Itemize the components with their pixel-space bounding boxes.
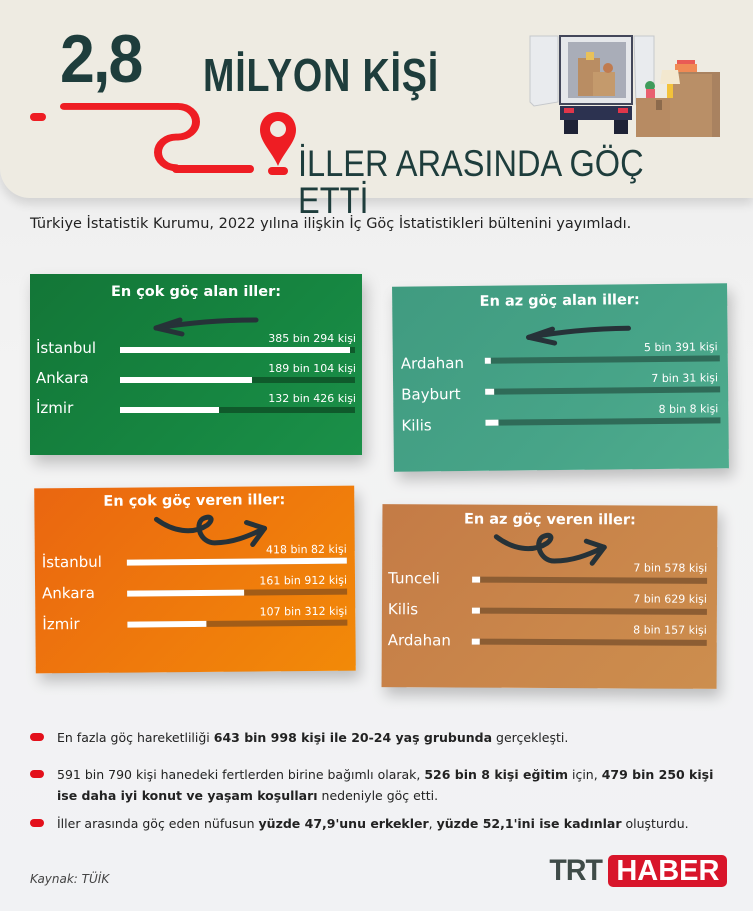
card-most-received-provinces [30,274,362,455]
migration-value: 107 bin 312 kişi [259,604,348,619]
province-name: İstanbul [36,339,97,357]
card-title: En çok göç veren iller: [103,492,286,510]
bar-row [393,371,728,406]
migration-value: 132 bin 426 kişi [268,392,356,405]
migration-value: 5 bin 391 kişi [643,340,718,355]
bar-row [30,360,362,388]
logo-haber-text: HABER [608,855,727,887]
migration-value: 418 bin 82 kişi [265,542,347,557]
migration-value: 8 bin 8 kişi [658,402,719,416]
bar-row [393,340,728,375]
intro-paragraph: Türkiye İstatistik Kurumu, 2022 yılına ilişkin İç Göç İstatistikleri bültenini yayımladı. [30,216,632,232]
bullet-icon [30,819,44,827]
headline-subtitle: İLLER ARASINDA GÖÇ ETTİ [298,143,644,221]
headline-number: 2,8 [60,21,142,97]
province-name: Kilis [401,416,432,435]
province-name: Ankara [36,369,89,387]
bar-fill [485,389,494,395]
bar-track [472,639,707,646]
province-name: Ardahan [400,354,465,373]
bullet-icon [30,733,44,741]
bar-track [127,620,347,628]
bar-row [35,574,355,605]
migration-value: 7 bin 31 kişi [651,371,719,386]
logo-trt-text: TRT [549,854,602,887]
bar-fill [127,590,244,597]
card-title: En az göç alan iller: [479,292,640,310]
trt-haber-logo [548,853,727,889]
bar-track [120,377,355,383]
bar-fill [120,347,350,353]
bar-track [472,577,707,584]
bar-fill [485,358,491,364]
fact-text: 591 bin 790 kişi hanedeki fertlerden birine bağımlı olarak, 526 bin 8 kişi eğitim için, 479 bin 250 kişi ise daha iyi konut ve yaşam koşulları nedeniyle göç etti. [57,767,714,803]
card-least-received-provinces [392,283,729,471]
bar-track [485,386,720,394]
bar-track [120,407,355,413]
card-most-sent-provinces [34,486,356,674]
province-name: İzmir [42,615,80,634]
bar-track [472,608,707,615]
migration-value: 189 bin 104 kişi [268,362,356,375]
province-name: İstanbul [41,552,102,572]
fact-text: İller arasında göç eden nüfusun yüzde 47,9'unu erkekler, yüzde 52,1'ini ise kadınlar oluşturdu. [57,816,689,831]
headline-text: MİLYON KİŞİ [203,49,440,101]
province-name: Kilis [387,600,419,619]
bar-fill [120,407,219,413]
province-name: İzmir [36,399,74,417]
migration-value: 7 bin 578 kişi [633,561,708,575]
bar-track [127,589,347,597]
route-line-icon [0,100,300,185]
bar-row [30,330,362,358]
bar-row [382,593,717,623]
province-name: Bayburt [401,385,461,404]
province-name: Ankara [42,583,95,603]
moving-truck-illustration [528,34,723,137]
bar-track [485,355,720,363]
bar-fill [472,608,480,614]
migration-value: 7 bin 629 kişi [633,592,708,606]
province-name: Ardahan [387,631,451,650]
bar-track [120,347,355,353]
migration-value: 161 bin 912 kişi [259,573,348,588]
migration-value: 385 bin 294 kişi [268,332,356,345]
arrow-left-icon [520,320,632,347]
card-title: En çok göç alan iller: [110,284,282,300]
migration-value: 8 bin 157 kişi [633,623,707,637]
province-name: Tunceli [388,569,440,588]
source-label: Kaynak: TÜİK [30,872,110,886]
bar-row [382,562,717,592]
fact-text: En fazla göç hareketliliği 643 bin 998 kişi ile 20-24 yaş grubunda gerçekleşti. [57,730,569,745]
bar-row [30,390,362,418]
bar-fill [120,377,252,383]
bar-row [382,624,717,654]
bar-fill [485,420,498,426]
bar-row [35,605,355,636]
card-title: En az göç veren iller: [463,511,636,529]
card-least-sent-provinces [382,504,718,689]
bar-fill [127,558,347,566]
bullet-icon [30,770,44,778]
bar-fill [472,577,480,583]
bar-track [127,558,347,566]
header-banner [0,0,753,221]
bar-fill [127,621,206,628]
bar-row [393,402,728,437]
bar-fill [472,639,480,645]
bar-row [35,543,355,574]
bar-track [485,417,720,425]
location-pin-icon [258,110,298,176]
